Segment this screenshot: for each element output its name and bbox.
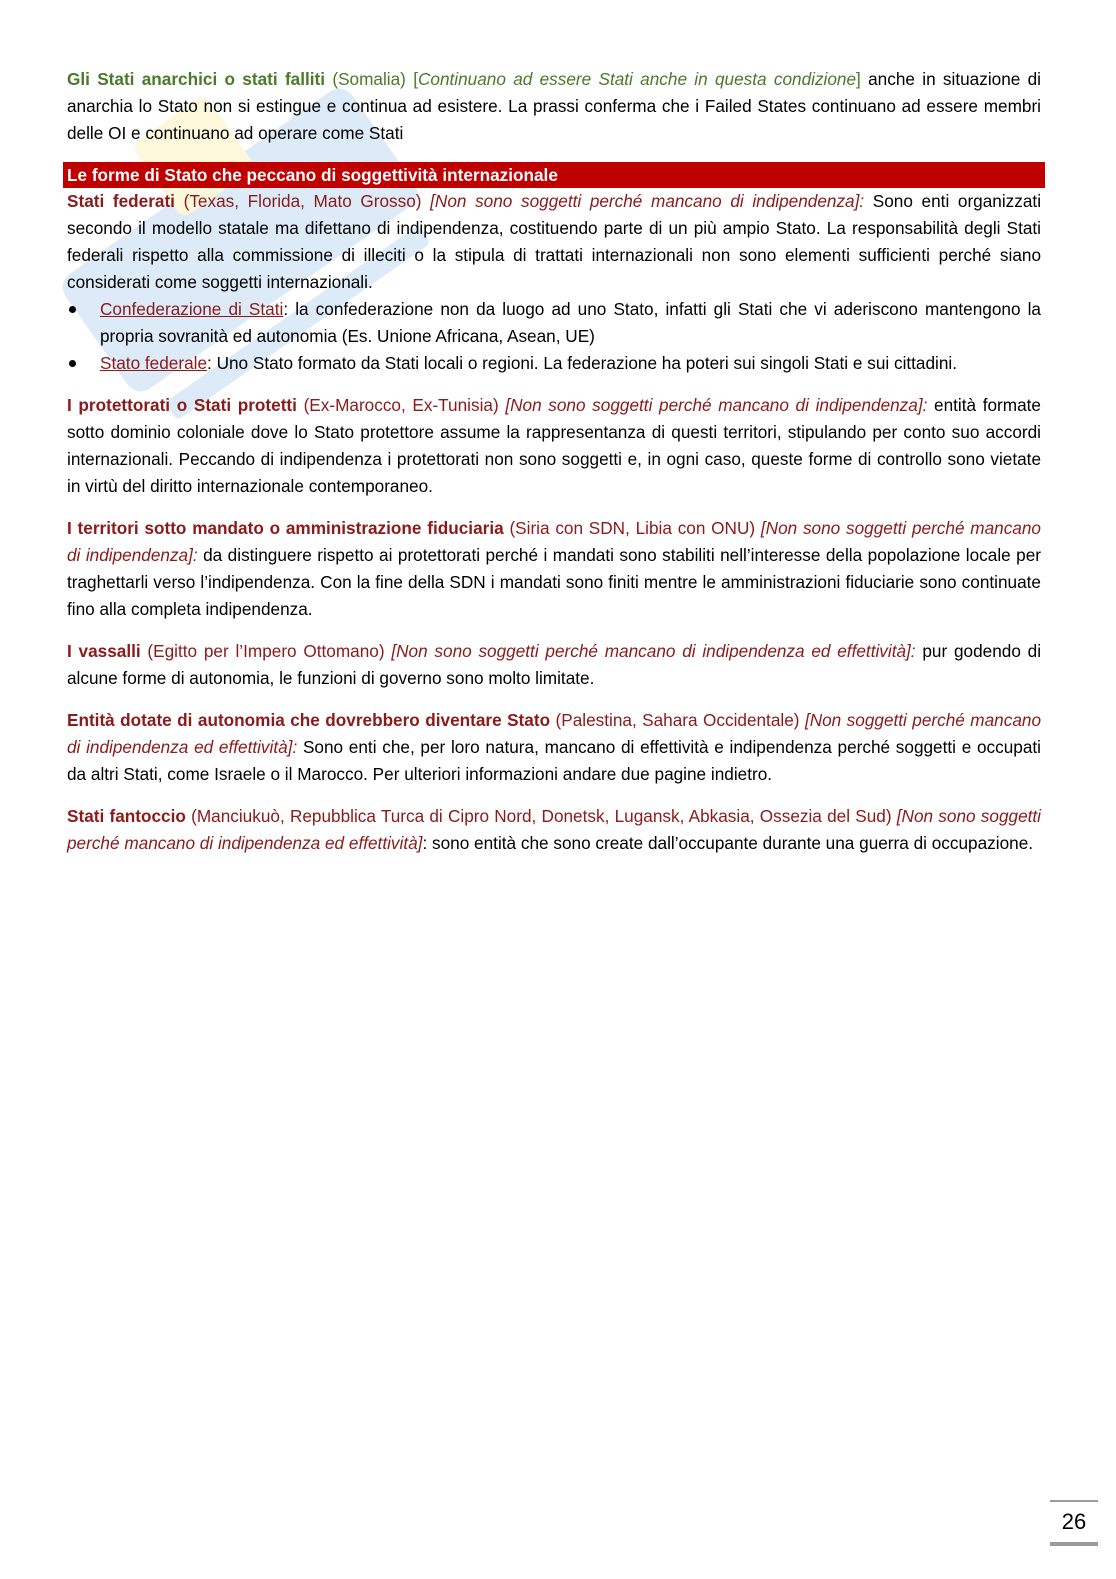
paragraph-entita-autonomia <box>67 707 1041 788</box>
bullet-text: : Uno Stato formato da Stati locali o regioni. La federazione ha poteri sui singoli Stati e sui cittadini. <box>207 353 958 373</box>
paragraph-territori-mandato <box>67 515 1041 623</box>
examples-entita-autonomia: (Palestina, Sahara Occidentale) <box>550 710 805 730</box>
note-protettorati: [Non sono soggetti perché mancano di indipendenza]: <box>505 395 928 415</box>
paragraph-stati-fantoccio <box>67 803 1041 857</box>
examples-territori-mandato: (Siria con SDN, Libia con ONU) <box>503 518 761 538</box>
heading-stati-anarchici: Gli Stati anarchici o stati falliti <box>67 69 326 89</box>
page-number: 26 <box>1050 1500 1098 1546</box>
heading-vassalli: I vassalli <box>67 641 141 661</box>
heading-stati-fantoccio: Stati fantoccio <box>67 806 186 826</box>
link-stato-federale[interactable]: Stato federale <box>100 353 208 373</box>
note-stati-federati: [Non sono soggetti perché mancano di indipendenza]: <box>430 191 865 211</box>
heading-territori-mandato: I territori sotto mandato o amministrazione fiduciaria <box>67 518 504 538</box>
list-item <box>67 350 1041 377</box>
bullet-icon <box>69 360 76 367</box>
note-entita-autonomia: [Non soggetti perché mancano di indipendenza ed effettività]: <box>67 710 1042 757</box>
text-entita-autonomia: Sono enti che, per loro natura, mancano di effettività e indipendenza perché soggetti e occupati da altri Stati, come Israele o il Marocco. Per ulteriori informazioni andare due pagine indietro. <box>67 737 1041 784</box>
bullet-icon <box>69 306 76 313</box>
section-banner: Le forme di Stato che peccano di soggettività internazionale <box>63 162 1045 188</box>
examples-vassalli: (Egitto per l’Impero Ottomano) <box>140 641 392 661</box>
text-stati-federati: Sono enti organizzati secondo il modello statale ma difettano di indipendenza, costituendo parte di un più ampio Stato. La responsabilità degli Stati federali rispetto alla commissione di illeciti o la stipula di trattati internazionali non sono elementi sufficienti perché siano considerati come soggetti internazionali. <box>67 191 1042 292</box>
heading-protettorati: I protettorati o Stati protetti <box>67 395 297 415</box>
text-territori-mandato: da distinguere rispetto ai protettorati perché i mandati sono stabiliti nell’interesse della popolazione locale per traghettarli verso l’indipendenza. Con la fine della SDN i mandati sono finiti mentre le amministrazioni fiduciarie sono continuate fino alla completa indipendenza. <box>67 545 1041 619</box>
note-stati-fantoccio: [Non sono soggetti perché mancano di indipendenza ed effettività] <box>67 806 1042 853</box>
heading-entita-autonomia: Entità dotate di autonomia che dovrebbero diventare Stato <box>67 710 551 730</box>
bullet-list <box>67 296 1041 377</box>
note-territori-mandato: [Non sono soggetti perché mancano di indipendenza]: <box>67 518 1041 565</box>
text-protettorati: entità formate sotto dominio coloniale dove lo Stato protettore assume la rappresentanza di questi territori, stipulando per conto suo accordi internazionali. Peccando di indipendenza i protettorati non sono soggetti e, in ogni caso, queste forme di controllo sono vietate in virtù del diritto internazionale contemporaneo. <box>67 395 1041 496</box>
bullet-text: : la confederazione non da luogo ad uno Stato, infatti gli Stati che vi aderiscono mantengono la propria sovranità ed autonomia (Es. Unione Africana, Asean, UE) <box>100 299 1041 346</box>
bracket-close: ] <box>856 69 861 89</box>
examples-stati-federati: (Texas, Florida, Mato Grosso) <box>174 191 431 211</box>
examples-stati-anarchici: (Somalia) <box>332 69 406 89</box>
examples-protettorati: (Ex-Marocco, Ex-Tunisia) <box>296 395 506 415</box>
paragraph-vassalli <box>67 638 1041 692</box>
text-stati-anarchici: anche in situazione di anarchia lo Stato non si estingue e continua ad esistere. La prassi conferma che i Failed States continuano ad essere membri delle OI e continuano ad operare come Stati <box>67 69 1041 143</box>
note-stati-anarchici: Continuano ad essere Stati anche in questa condizione <box>417 69 857 89</box>
paragraph-stati-anarchici <box>67 66 1041 147</box>
paragraph-stati-federati <box>67 188 1041 296</box>
note-vassalli: [Non sono soggetti perché mancano di indipendenza ed effettività]: <box>391 641 916 661</box>
text-vassalli: pur godendo di alcune forme di autonomia, le funzioni di governo sono molto limitate. <box>67 641 1042 688</box>
paragraph-protettorati <box>67 392 1041 500</box>
link-confederazione-di-stati[interactable]: Confederazione di Stati <box>100 299 284 319</box>
list-item <box>67 296 1041 350</box>
text-stati-fantoccio: : sono entità che sono create dall’occupante durante una guerra di occupazione. <box>422 833 1034 853</box>
document-page <box>67 66 1041 872</box>
heading-stati-federati: Stati federati <box>67 191 175 211</box>
examples-stati-fantoccio: (Manciukuò, Repubblica Turca di Cipro Nord, Donetsk, Lugansk, Abkasia, Ossezia del Sud) <box>185 806 897 826</box>
bracket-open: [ <box>413 69 418 89</box>
